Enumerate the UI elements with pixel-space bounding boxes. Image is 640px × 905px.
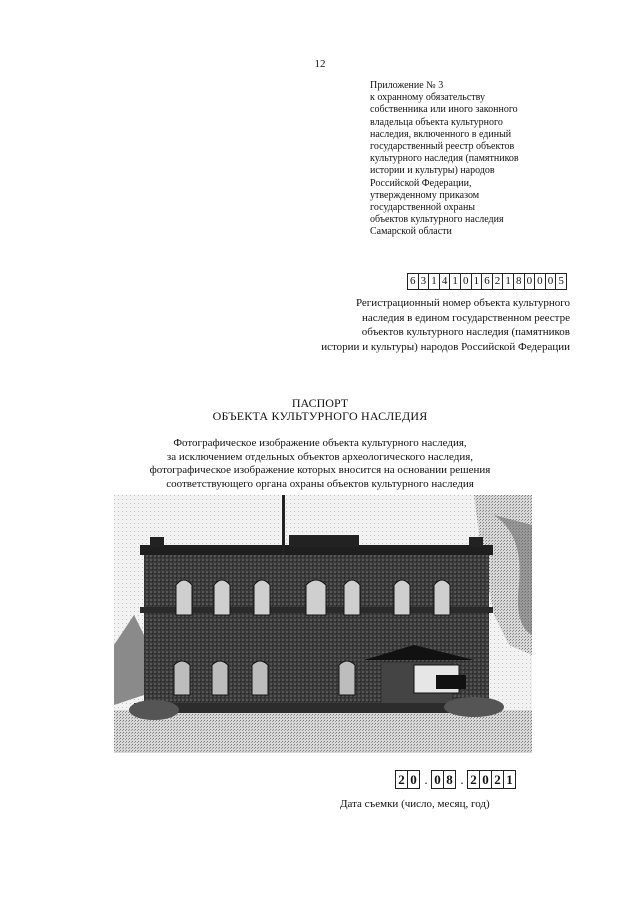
registration-digit: 1 (471, 273, 483, 290)
shooting-date-boxes (396, 770, 516, 789)
appendix-line: наследия, включенного в единый (370, 128, 512, 140)
registration-digit: 0 (545, 273, 557, 290)
registration-number-boxes (408, 273, 567, 290)
appendix-line: собственника или иного законного (370, 104, 518, 116)
appendix-line: утвержденному приказом (370, 189, 480, 201)
building-photo (114, 495, 532, 753)
registration-digit: 8 (513, 273, 525, 290)
date-digit: 8 (443, 770, 456, 789)
registration-digit: 4 (439, 273, 451, 290)
appendix-line: истории и культуры) народов (370, 165, 495, 177)
registration-digit: 0 (524, 273, 536, 290)
registration-digit: 2 (492, 273, 504, 290)
appendix-line: Российской Федерации, (370, 177, 472, 189)
registration-digit: 1 (449, 273, 461, 290)
date-digit: 2 (491, 770, 504, 789)
registration-caption-line: Регистрационный номер объекта культурного (355, 297, 570, 309)
registration-digit: 6 (407, 273, 419, 290)
appendix-line: Приложение № 3 (370, 80, 444, 91)
appendix-line: объектов культурного наследия (370, 214, 504, 226)
date-separator: . (424, 771, 428, 787)
photo-caption-line: Фотографическое изображение объекта культурного наследия, (173, 437, 467, 449)
registration-digit: 6 (481, 273, 493, 290)
registration-digit: 0 (460, 273, 472, 290)
passport-subtitle: ОБЪЕКТА КУЛЬТУРНОГО НАСЛЕДИЯ (212, 409, 428, 423)
appendix-line: к охранному обязательству (370, 92, 486, 104)
date-digit: 0 (407, 770, 420, 789)
registration-digit: 1 (428, 273, 440, 290)
registration-caption-line: наследия в едином государственном реестре (362, 311, 570, 324)
registration-caption-line: объектов культурного наследия (памятников (361, 326, 570, 338)
registration-digit: 0 (534, 273, 546, 290)
building-photo-illustration (114, 495, 532, 753)
registration-caption-line: истории и культуры) народов Российской Федерации (321, 340, 570, 353)
registration-digit: 5 (555, 273, 567, 290)
photo-caption-line: за исключением отдельных объектов археологического наследия, (166, 450, 474, 463)
passport-title: ПАСПОРТ (291, 396, 349, 410)
date-digit: 0 (431, 770, 444, 789)
date-separator: . (460, 771, 464, 787)
registration-digit: 3 (418, 273, 430, 290)
appendix-line: Самарской области (370, 226, 452, 238)
registration-caption (270, 296, 570, 354)
date-caption: Дата съемки (число, месяц, год) (340, 798, 490, 810)
appendix-line: владельца объекта культурного (370, 116, 503, 128)
appendix-line: государственной охраны (370, 202, 476, 214)
date-digit: 1 (503, 770, 516, 789)
appendix-line: государственный реестр объектов (370, 141, 515, 153)
appendix-line: культурного наследия (памятников (370, 153, 519, 165)
page-number: 12 (314, 58, 326, 70)
photo-caption-line: фотографическое изображение которых вносится на основании решения (149, 464, 491, 477)
appendix-note (370, 80, 570, 239)
date-digit: 0 (479, 770, 492, 789)
photo-caption (0, 437, 640, 491)
date-digit: 2 (395, 770, 408, 789)
date-digit: 2 (467, 770, 480, 789)
photo-caption-line: соответствующего органа охраны объектов культурного наследия (166, 477, 474, 490)
registration-digit: 1 (502, 273, 514, 290)
